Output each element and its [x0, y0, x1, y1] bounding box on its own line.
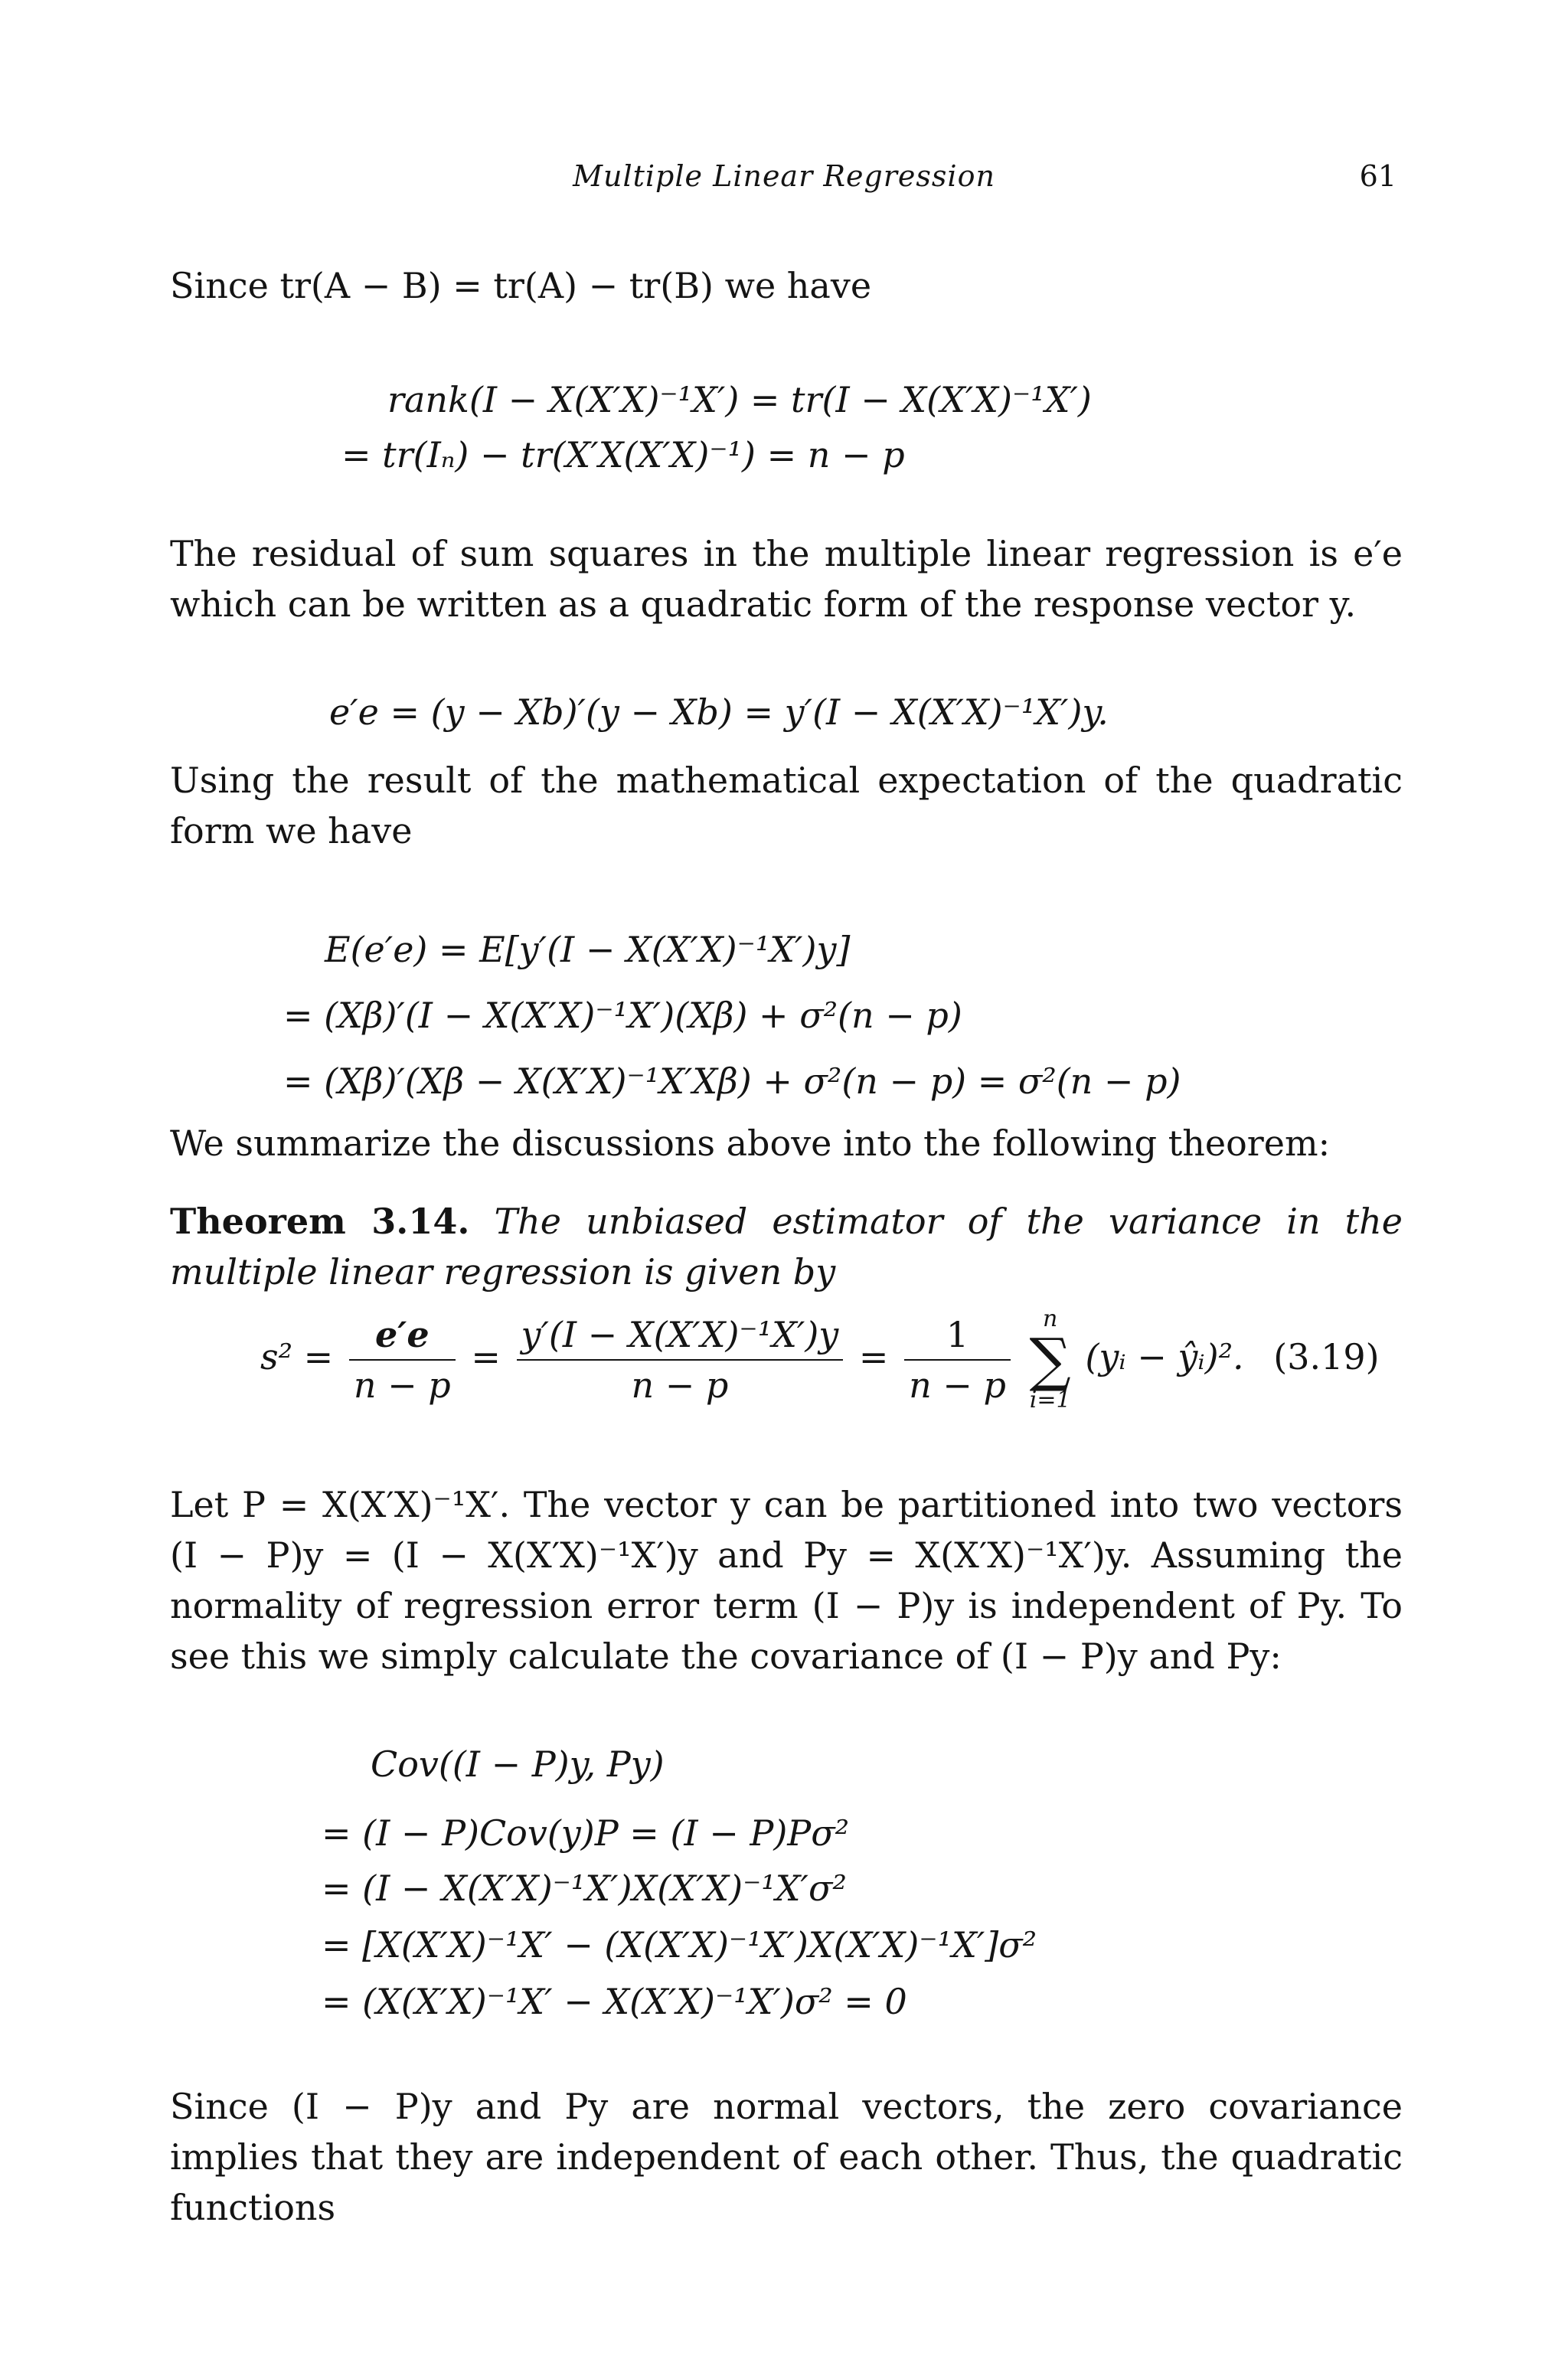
- theorem-text: The unbiased estimator of the variance in the multiple linear regression is given by: [170, 1201, 1403, 1292]
- sum-symbol: ∑: [1029, 1325, 1071, 1394]
- equation-cov-line3: = (I − X(X′X)⁻¹X′)X(X′X)⁻¹X′σ²: [322, 1868, 847, 1909]
- fraction-ee-den: n − p: [349, 1359, 456, 1405]
- equation-expect-line1: E(e′e) = E[y′(I − X(X′X)⁻¹X′)y]: [325, 929, 851, 970]
- paragraph-final: Since (I − P)y and Py are normal vectors, the zero covariance implies that they are independent of each other. Thus, the quadratic functions: [170, 2086, 1403, 2228]
- equation-cov-line4: = [X(X′X)⁻¹X′ − (X(X′X)⁻¹X′)X(X′X)⁻¹X′]σ²: [322, 1924, 1037, 1966]
- theorem-label: Theorem 3.14.: [170, 1201, 470, 1242]
- sum-lower-limit: i=1: [1029, 1387, 1071, 1413]
- s2-eq2: =: [858, 1336, 889, 1377]
- equation-number: (3.19): [1273, 1336, 1380, 1377]
- sum-upper-limit: n: [1043, 1306, 1058, 1332]
- intro-line: Since tr(A − B) = tr(A) − tr(B) we have: [170, 265, 872, 306]
- fraction-one-den: n − p: [904, 1359, 1011, 1405]
- theorem: [170, 1196, 1403, 1297]
- equation-expect-line2: = (Xβ)′(I − X(X′X)⁻¹X′)(Xβ) + σ²(n − p): [283, 995, 962, 1036]
- fraction-quadratic-den: n − p: [517, 1359, 844, 1405]
- fraction-quadratic: [517, 1315, 844, 1405]
- paragraph-expectation: Using the result of the mathematical expectation of the quadratic form we have: [170, 760, 1403, 851]
- equation-rank-line2: = tr(Iₙ) − tr(X′X(X′X)⁻¹) = n − p: [341, 434, 905, 475]
- equation-s2: [260, 1308, 1380, 1412]
- fraction-one-over: [904, 1315, 1011, 1405]
- equation-rank-line1: rank(I − X(X′X)⁻¹X′) = tr(I − X(X′X)⁻¹X′): [387, 379, 1092, 420]
- fraction-one-num: 1: [946, 1314, 969, 1355]
- paragraph-let-p: Let P = X(X′X)⁻¹X′. The vector y can be partitioned into two vectors (I − P)y = (I − X(X′X)⁻¹X′)y and Py = X(X′X)⁻¹X′)y. Assuming the normality of regression error term (I − P)y is independent of Py. To see this we simply calculate the covariance of (I − P)y and Py:: [170, 1484, 1403, 1677]
- equation-cov-line2: = (I − P)Cov(y)P = (I − P)Pσ²: [322, 1812, 850, 1854]
- paragraph-residual: The residual of sum squares in the multiple linear regression is e′e which can be written as a quadratic form of the response vector y.: [170, 533, 1403, 625]
- fraction-ee: [349, 1315, 456, 1405]
- fraction-ee-num: e′e: [374, 1314, 430, 1355]
- fraction-quadratic-num: y′(I − X(X′X)⁻¹X′)y: [521, 1314, 839, 1355]
- equation-cov-line1: Cov((I − P)y, Py): [371, 1743, 665, 1785]
- page-number: 61: [1359, 159, 1396, 193]
- equation-ee: e′e = (y − Xb)′(y − Xb) = y′(I − X(X′X)⁻¹X′)y.: [329, 691, 1109, 733]
- equation-expect-line3: = (Xβ)′(Xβ − X(X′X)⁻¹X′Xβ) + σ²(n − p) = σ²(n − p): [283, 1060, 1181, 1102]
- equation-cov-line5: = (X(X′X)⁻¹X′ − X(X′X)⁻¹X′)σ² = 0: [322, 1981, 907, 2022]
- summand: (yᵢ − ŷᵢ)².: [1085, 1336, 1244, 1377]
- s2-lhs: s² =: [260, 1336, 334, 1377]
- summation: [1030, 1308, 1071, 1412]
- s2-eq1: =: [471, 1336, 501, 1377]
- running-head: Multiple Linear Regression: [573, 159, 995, 193]
- paragraph-summarize: We summarize the discussions above into the following theorem:: [170, 1123, 1331, 1164]
